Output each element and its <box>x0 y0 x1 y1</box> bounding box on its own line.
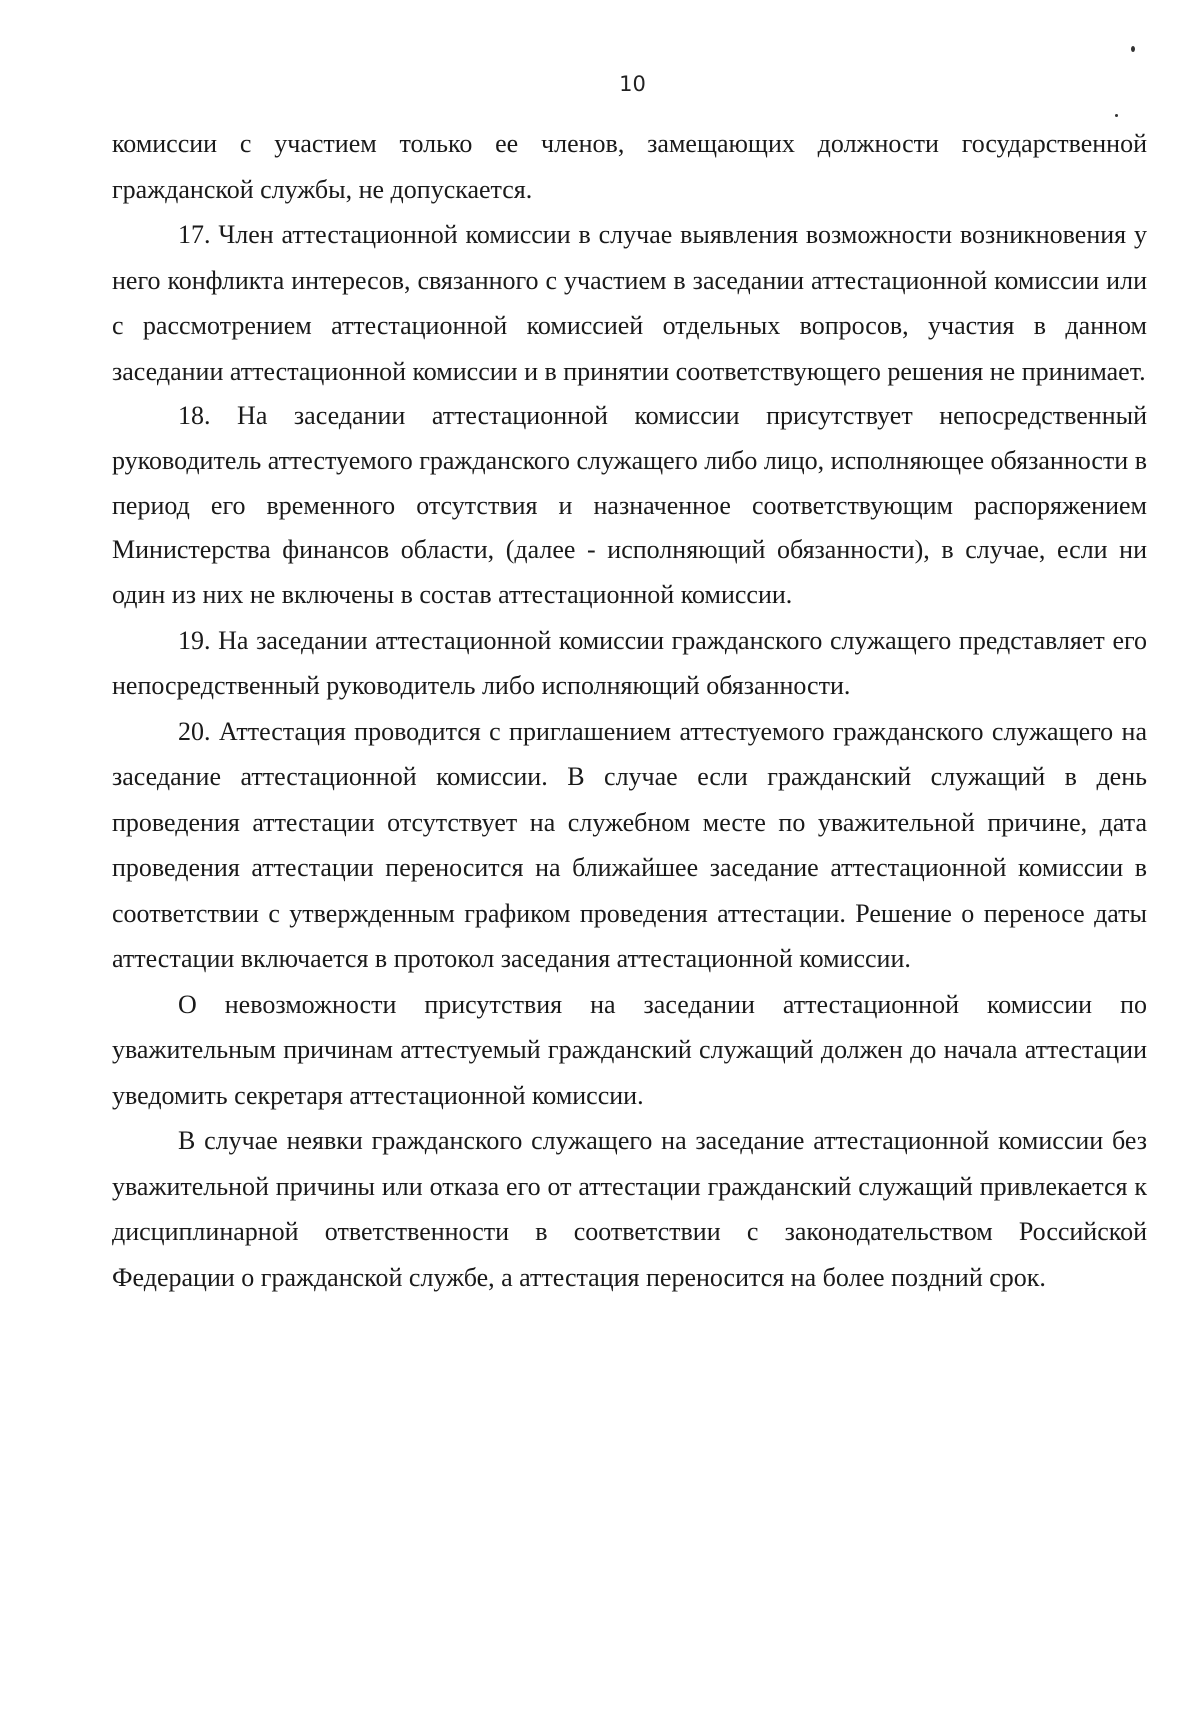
page-number: 10 <box>619 72 646 96</box>
paragraph-17: 17. Член аттестационной комиссии в случае выявления возможности возникновения у него конфликта интересов, связанного с участием в заседании аттестационной комиссии или с рассмотрением аттестационной комиссией отдельных вопросов, участия в данном заседании аттестационной комиссии и в принятии соответствующего решения не принимает. <box>112 220 1147 386</box>
paragraph-20: 20. Аттестация проводится с приглашением аттестуемого гражданского служащего на заседание аттестационной комиссии. В случае если гражданский служащий в день проведения аттестации отсутствует на служебном месте по уважительной причине, дата проведения аттестации переносится на ближайшее заседание аттестационной комиссии в соответствии с утвержденным графиком проведения аттестации. Решение о переносе даты аттестации включается в протокол заседания аттестационной комиссии. <box>112 716 1147 974</box>
paragraph-18: 18. На заседании аттестационной комиссии присутствует непосредственный руководитель аттестуемого гражданского служащего либо лицо, исполняющее обязанности в период его временного отсутствия и назначенное соответствующим распоряжением Министерства финансов области, (далее - исполняющий обязанности), в случае, если ни один из них не включены в состав аттестационной комиссии. <box>112 401 1147 610</box>
paragraph-absence-notice: О невозможности присутствия на заседании аттестационной комиссии по уважительным причинам аттестуемый гражданский служащий должен до начала аттестации уведомить секретаря аттестационной комиссии. <box>112 989 1147 1110</box>
paragraph-non-appearance: В случае неявки гражданского служащего на заседание аттестационной комиссии без уважительной причины или отказа его от аттестации гражданский служащий привлекается к дисциплинарной ответственности в соответствии с законодательством Российской Федерации о гражданской службе, а аттестация переносится на более поздний срок. <box>112 1126 1147 1292</box>
scan-speck <box>1131 46 1135 52</box>
paragraph-19: 19. На заседании аттестационной комиссии гражданского служащего представляет его непосредственный руководитель либо исполняющий обязанности. <box>112 625 1147 701</box>
scan-speck <box>1115 114 1118 117</box>
paragraph-continuation: комиссии с участием только ее членов, замещающих должности государственной гражданской службы, не допускается. <box>112 129 1147 204</box>
document-body <box>112 121 1147 1300</box>
